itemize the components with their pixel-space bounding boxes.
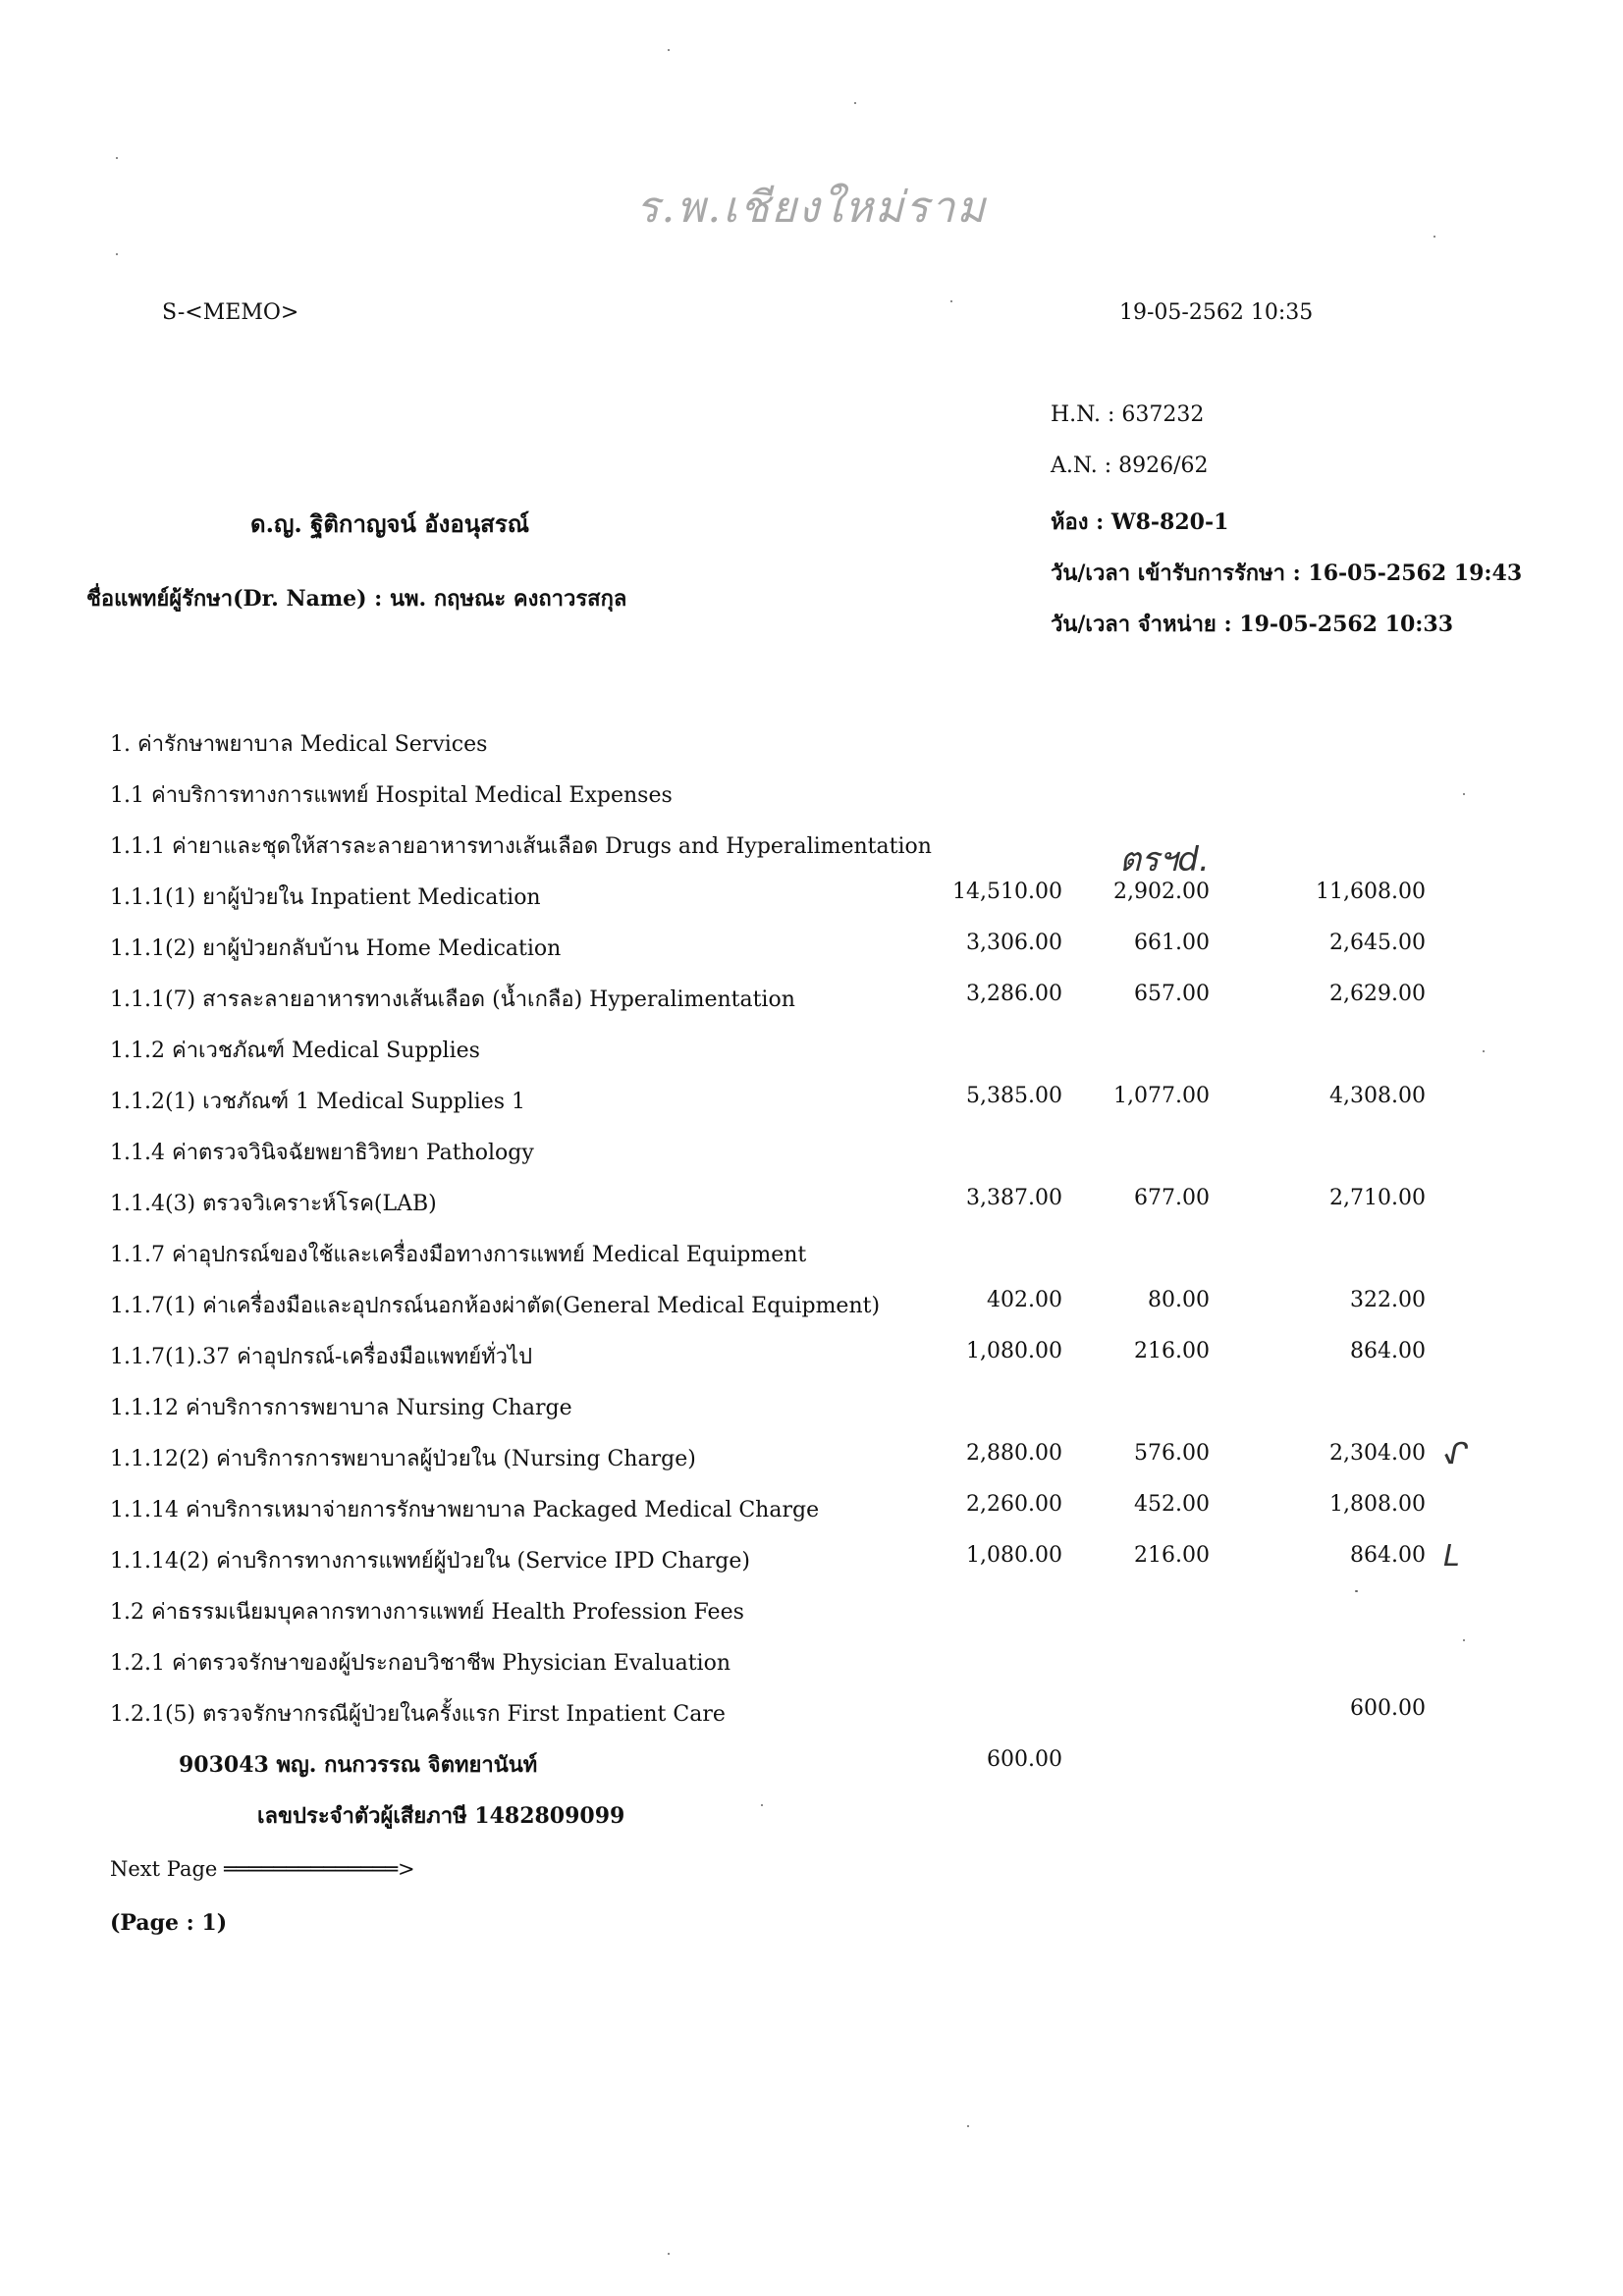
- charge-label: 1.1.12 ค่าบริการการพยาบาล Nursing Charge: [110, 1396, 572, 1420]
- scan-speck: [1463, 1639, 1465, 1641]
- charge-label: 1.1.4(3) ตรวจวิเคราะห์โรค(LAB): [110, 1192, 437, 1216]
- charge-row: [110, 982, 1504, 1021]
- charge-label: 1.1.12(2) ค่าบริการการพยาบาลผู้ป่วยใน (Nursing Charge): [110, 1447, 696, 1471]
- net-amount: 11,608.00: [1316, 880, 1426, 904]
- charge-label: 1.1.14(2) ค่าบริการทางการแพทย์ผู้ป่วยใน (Service IPD Charge): [110, 1549, 750, 1574]
- charge-row: [110, 880, 1504, 919]
- charge-row: [110, 777, 1504, 817]
- hospital-stamp: ร.พ.เชียงใหม่ราม: [635, 183, 988, 233]
- doctor-name: ชื่อแพทย์ผู้รักษา(Dr. Name) : นพ. กฤษณะ คงถาวรสกุล: [86, 586, 627, 612]
- scan-speck: [668, 49, 670, 51]
- charge-row: [110, 1543, 1504, 1582]
- charge-amount: 5,385.00: [966, 1084, 1062, 1108]
- charge-row: [110, 1492, 1504, 1531]
- charge-label: 1.1.1(7) สารละลายอาหารทางเส้นเลือด (น้ำเกลือ) Hyperalimentation: [110, 988, 795, 1012]
- charge-label: 1. ค่ารักษาพยาบาล Medical Services: [110, 732, 488, 757]
- charge-amount: 1,080.00: [966, 1543, 1062, 1568]
- charge-row: [110, 828, 1504, 868]
- discount-amount: 80.00: [1148, 1288, 1210, 1312]
- discount-amount: 2,902.00: [1113, 880, 1210, 904]
- net-amount: 2,645.00: [1329, 931, 1426, 955]
- charge-label: 1.2 ค่าธรรมเนียมบุคลากรทางการแพทย์ Health Profession Fees: [110, 1600, 744, 1625]
- admission-number: A.N. : 8926/62: [1051, 454, 1209, 478]
- patient-name: ด.ญ. ฐิติกาญจน์ อังอนุสรณ์: [250, 509, 529, 538]
- net-amount: 2,710.00: [1329, 1186, 1426, 1210]
- charge-label: 1.1 ค่าบริการทางการแพทย์ Hospital Medical Expenses: [110, 783, 673, 808]
- discharge-datetime: วัน/เวลา จำหน่าย : 19-05-2562 10:33: [1051, 612, 1453, 637]
- discount-amount: 657.00: [1134, 982, 1210, 1006]
- scan-speck: [1434, 236, 1435, 238]
- charge-row: [110, 1390, 1504, 1429]
- discount-amount: 216.00: [1134, 1339, 1210, 1363]
- charge-amount: 600.00: [987, 1747, 1062, 1772]
- scan-speck: [761, 1804, 763, 1806]
- page-number: (Page : 1): [110, 1910, 228, 1936]
- charge-label: 1.1.7(1).37 ค่าอุปกรณ์-เครื่องมือแพทย์ทั่วไป: [110, 1345, 533, 1369]
- scan-speck: [1463, 793, 1465, 795]
- charge-amount: 14,510.00: [952, 880, 1062, 904]
- charge-label: 1.1.1(2) ยาผู้ป่วยกลับบ้าน Home Medication: [110, 936, 562, 961]
- charge-amount: 3,387.00: [966, 1186, 1062, 1210]
- scan-speck: [950, 300, 952, 302]
- net-amount: 322.00: [1350, 1288, 1426, 1312]
- charge-label: 1.1.7(1) ค่าเครื่องมือและอุปกรณ์นอกห้องผ่าตัด(General Medical Equipment): [110, 1294, 881, 1318]
- discount-amount: 677.00: [1134, 1186, 1210, 1210]
- net-amount: 4,308.00: [1329, 1084, 1426, 1108]
- charge-label: 1.2.1 ค่าตรวจรักษาของผู้ประกอบวิชาชีพ Physician Evaluation: [110, 1651, 731, 1676]
- discount-amount: 661.00: [1134, 931, 1210, 955]
- charge-row: [110, 1594, 1504, 1633]
- net-amount: 600.00: [1350, 1696, 1426, 1721]
- charge-label: 1.1.14 ค่าบริการเหมาจ่ายการรักษาพยาบาล Packaged Medical Charge: [110, 1498, 820, 1522]
- charge-amount: 2,260.00: [966, 1492, 1062, 1517]
- admit-datetime: วัน/เวลา เข้ารับการรักษา : 16-05-2562 19:43: [1051, 561, 1523, 586]
- charge-amount: 402.00: [987, 1288, 1062, 1312]
- handwritten-mark: ᖋ: [1443, 1437, 1468, 1471]
- charge-row: [110, 1288, 1504, 1327]
- charge-row: [110, 931, 1504, 970]
- charge-label: 1.1.1(1) ยาผู้ป่วยใน Inpatient Medication: [110, 885, 541, 910]
- charge-amount: 3,306.00: [966, 931, 1062, 955]
- net-amount: 2,304.00: [1329, 1441, 1426, 1466]
- charge-label: เลขประจำตัวผู้เสียภาษี 1482809099: [257, 1803, 625, 1829]
- discount-amount: 216.00: [1134, 1543, 1210, 1568]
- discount-amount: 576.00: [1134, 1441, 1210, 1466]
- scan-speck: [967, 2125, 969, 2127]
- charge-amount: 2,880.00: [966, 1441, 1062, 1466]
- scan-speck: [1355, 1590, 1358, 1592]
- scan-speck: [1483, 1050, 1485, 1052]
- print-datetime: 19-05-2562 10:35: [1119, 300, 1314, 325]
- charge-amount: 1,080.00: [966, 1339, 1062, 1363]
- scan-speck: [116, 157, 118, 159]
- net-amount: 864.00: [1350, 1339, 1426, 1363]
- charge-label: 1.1.4 ค่าตรวจวินิจฉัยพยาธิวิทยา Pathology: [110, 1141, 534, 1165]
- charge-row: [110, 1696, 1504, 1735]
- charge-row: [110, 1186, 1504, 1225]
- next-page-indicator: Next Page ══════════════>: [110, 1857, 415, 1881]
- hospital-number: H.N. : 637232: [1051, 402, 1205, 427]
- handwritten-note: ตรฯd.: [1119, 840, 1210, 880]
- charge-label: 1.1.2 ค่าเวชภัณฑ์ Medical Supplies: [110, 1039, 480, 1063]
- discount-amount: 1,077.00: [1113, 1084, 1210, 1108]
- charge-row: [110, 1339, 1504, 1378]
- scan-speck: [668, 2253, 670, 2255]
- net-amount: 1,808.00: [1329, 1492, 1426, 1517]
- charge-amount: 3,286.00: [966, 982, 1062, 1006]
- charge-label: 1.1.7 ค่าอุปกรณ์ของใช้และเครื่องมือทางการแพทย์ Medical Equipment: [110, 1243, 807, 1267]
- room-number: ห้อง : W8-820-1: [1051, 509, 1229, 535]
- net-amount: 2,629.00: [1329, 982, 1426, 1006]
- charge-row: [110, 1645, 1504, 1684]
- charge-row: [110, 1441, 1504, 1480]
- charge-row: [110, 1033, 1504, 1072]
- charge-row: [110, 1237, 1504, 1276]
- scan-speck: [854, 102, 856, 104]
- scan-speck: [116, 253, 118, 255]
- charge-label: 1.1.1 ค่ายาและชุดให้สารละลายอาหารทางเส้นเลือด Drugs and Hyperalimentation: [110, 834, 932, 859]
- discount-amount: 452.00: [1134, 1492, 1210, 1517]
- charge-row: [110, 726, 1504, 766]
- charge-label: 1.2.1(5) ตรวจรักษากรณีผู้ป่วยในครั้งแรก First Inpatient Care: [110, 1702, 726, 1727]
- charge-label: 903043 พญ. กนกวรรณ จิตทยานันท์: [179, 1752, 538, 1778]
- charge-label: 1.1.2(1) เวชภัณฑ์ 1 Medical Supplies 1: [110, 1090, 526, 1114]
- memo-code: S-<MEMO>: [162, 300, 299, 325]
- charge-row: [110, 1084, 1504, 1123]
- charge-row: [110, 1135, 1504, 1174]
- charge-row: [110, 1798, 1504, 1838]
- charge-row: [110, 1747, 1504, 1787]
- handwritten-mark: ᒪ: [1443, 1539, 1460, 1574]
- net-amount: 864.00: [1350, 1543, 1426, 1568]
